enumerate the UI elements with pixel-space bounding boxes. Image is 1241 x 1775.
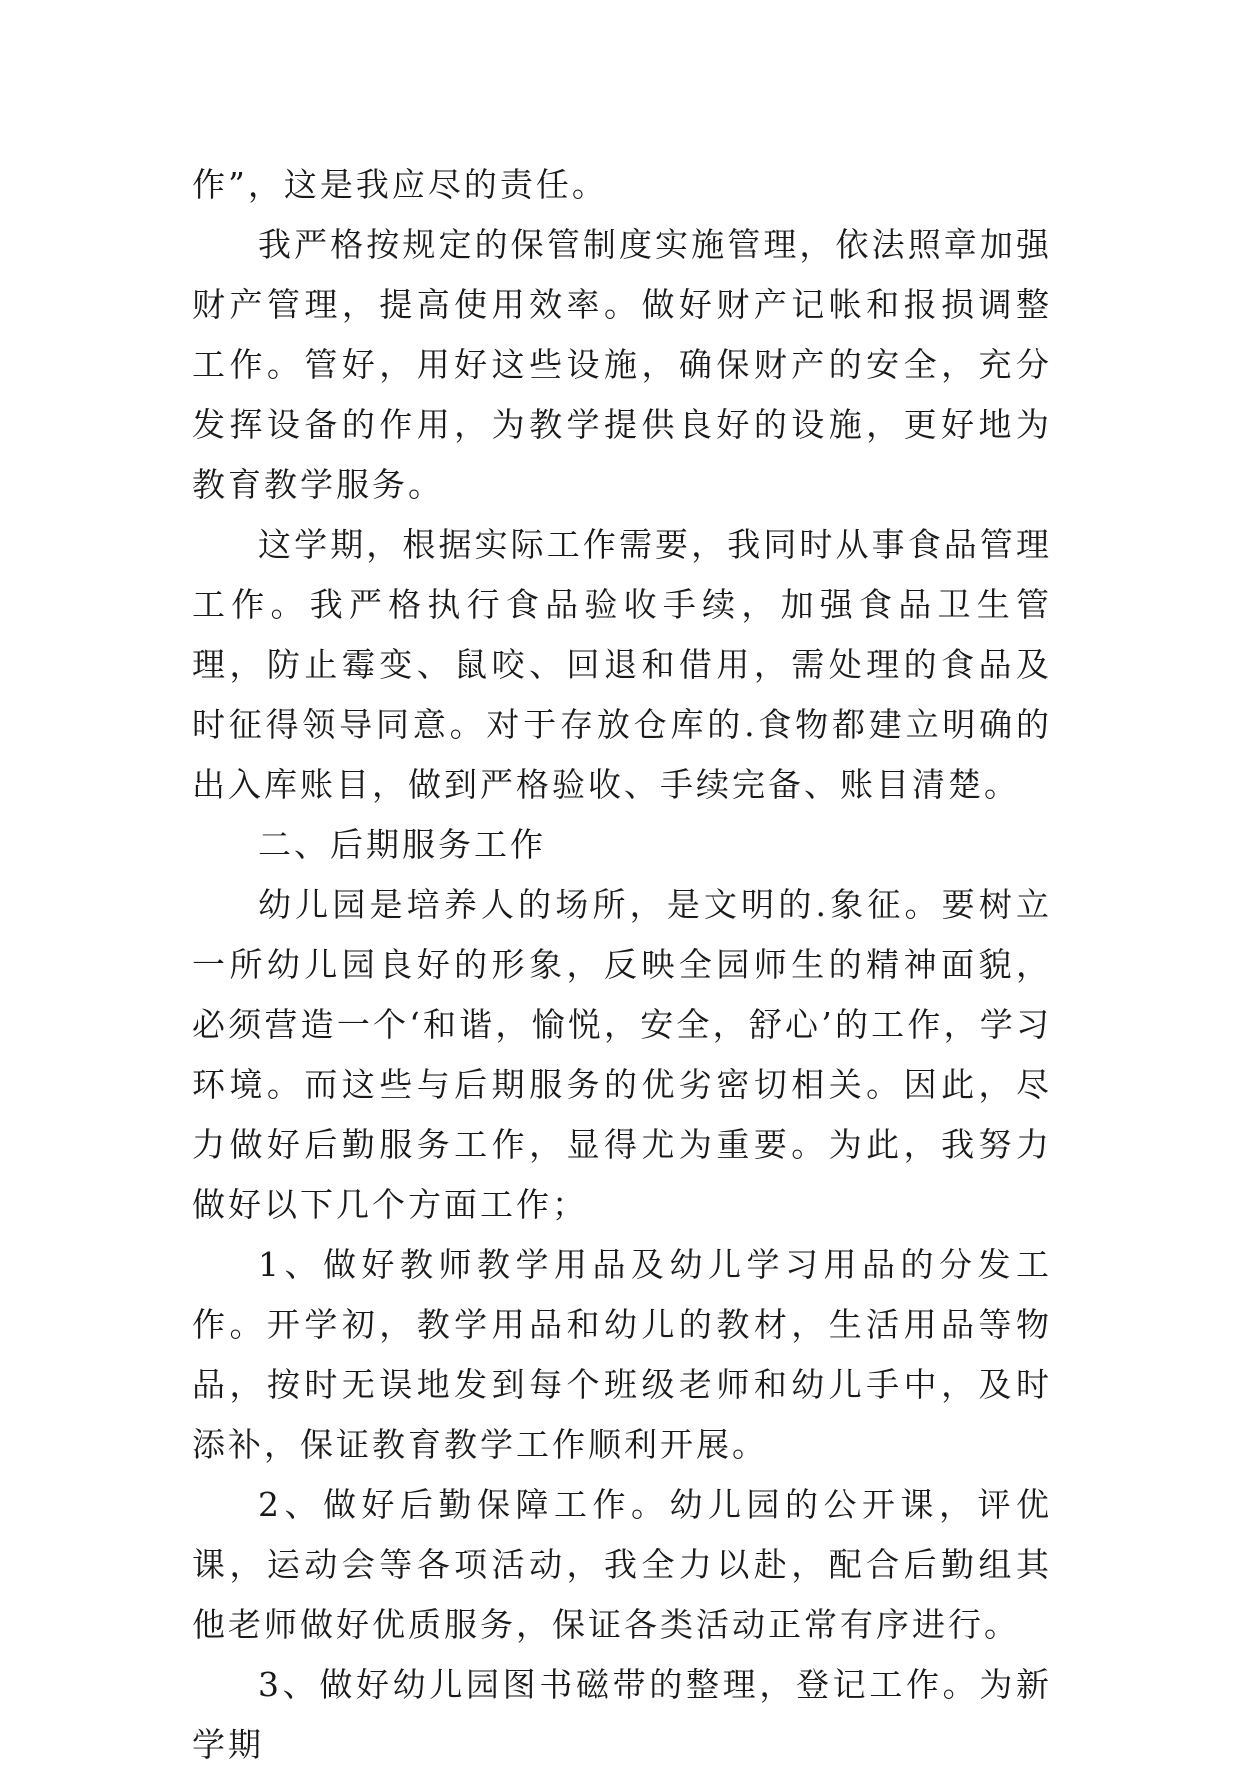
paragraph-kindergarten-environment: 幼儿园是培养人的场所，是文明的.象征。要树立一所幼儿园良好的形象，反映全园师生的精神面貌，必须营造一个‘和谐，愉悦，安全，舒心’的工作，学习环境。而这些与后期服务的优劣密切相关。因此，尽力做好后勤服务工作，显得尤为重要。为此，我努力做好以下几个方面工作； (192, 885, 1052, 1224)
paragraph-item-2-support: 2、做好后勤保障工作。幼儿园的公开课，评优课，运动会等各项活动，我全力以赴，配合后勤组其他老师做好优质服务，保证各类活动正常有序进行。 (192, 1485, 1052, 1644)
section-heading-logistics-service: 二、后期服务工作 (258, 825, 546, 864)
paragraph-asset-management: 我严格按规定的保管制度实施管理，依法照章加强财产管理，提高使用效率。做好财产记帐和报损调整工作。管好，用好这些设施，确保财产的安全，充分发挥设备的作用，为教学提供良好的设施，更好地为教育教学服务。 (192, 225, 1052, 504)
document-body (192, 155, 1052, 1775)
paragraph-item-1-distribution: 1、做好教师教学用品及幼儿学习用品的分发工作。开学初，教学用品和幼儿的教材，生活用品等物品，按时无误地发到每个班级老师和幼儿手中，及时添补，保证教育教学工作顺利开展。 (192, 1245, 1052, 1464)
paragraph-food-management: 这学期，根据实际工作需要，我同时从事食品管理工作。我严格执行食品验收手续，加强食品卫生管理，防止霉变、鼠咬、回退和借用，需处理的食品及时征得领导同意。对于存放仓库的.食物都建立明确的出入库账目，做到严格验收、手续完备、账目清楚。 (192, 525, 1052, 804)
paragraph-continuation: 作”，这是我应尽的责任。 (192, 165, 608, 204)
paragraph-item-3-library: 3、做好幼儿园图书磁带的整理，登记工作。为新学期 (192, 1665, 1052, 1764)
